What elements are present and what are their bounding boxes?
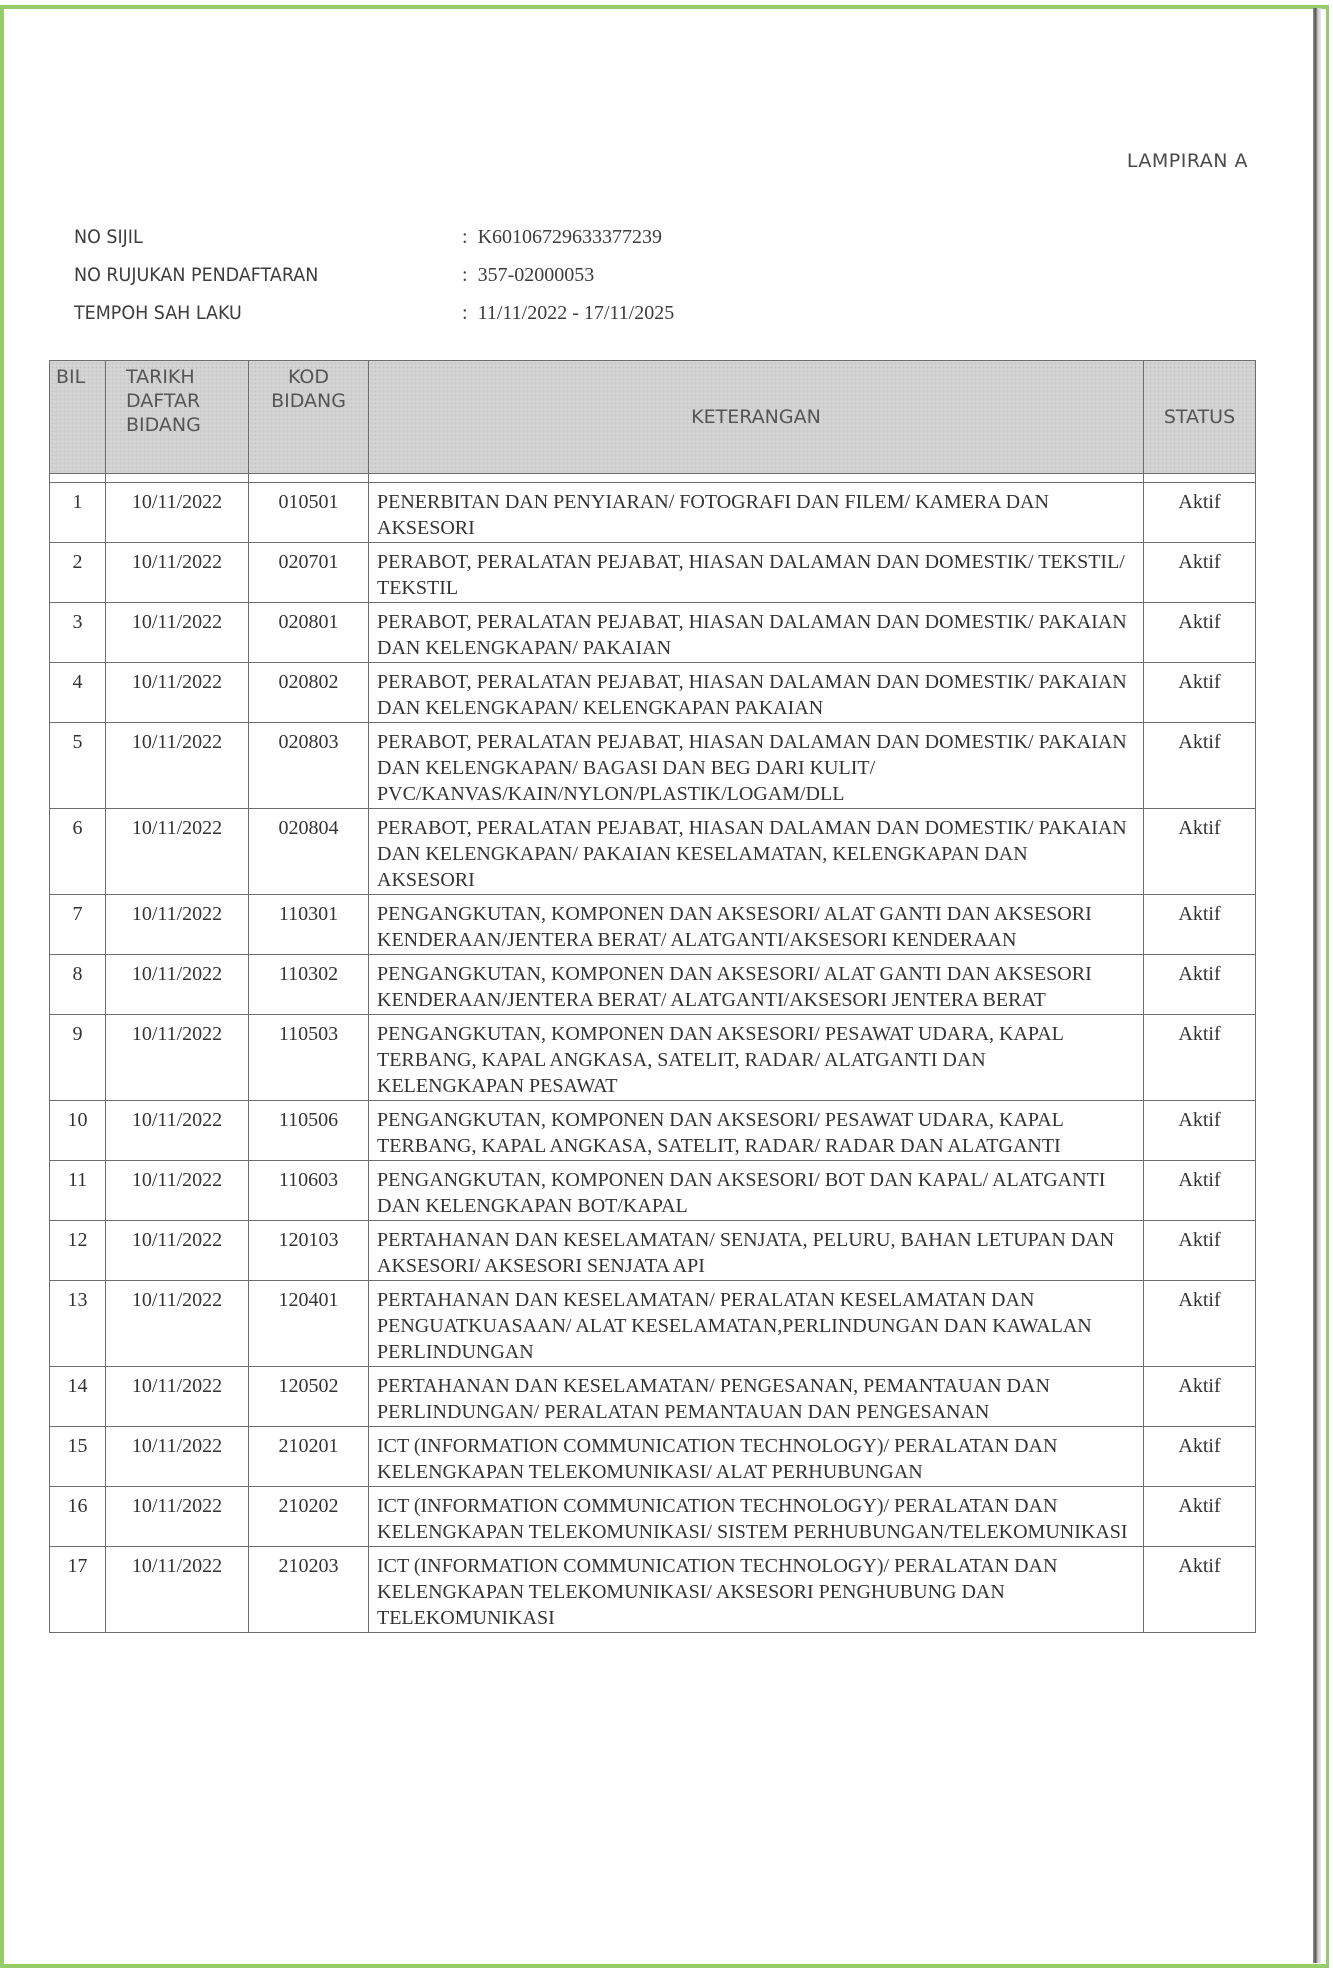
- meta-row-tempoh: [74, 294, 674, 332]
- cell-keterangan: PENGANGKUTAN, KOMPONEN DAN AKSESORI/ ALAT GANTI DAN AKSESORI KENDERAAN/JENTERA BERAT/ ALATGANTI/AKSESORI JENTERA BERAT: [369, 955, 1144, 1015]
- cell-status: Aktif: [1144, 895, 1256, 955]
- cell-status: Aktif: [1144, 1221, 1256, 1281]
- cell-bil: 5: [50, 723, 106, 809]
- cell-status: Aktif: [1144, 543, 1256, 603]
- table-row: [50, 1101, 1256, 1161]
- cell-status: Aktif: [1144, 663, 1256, 723]
- cell-kod: 110603: [249, 1161, 369, 1221]
- meta-value: 11/11/2022 - 17/11/2025: [477, 301, 675, 324]
- cell-keterangan: PENGANGKUTAN, KOMPONEN DAN AKSESORI/ ALAT GANTI DAN AKSESORI KENDERAAN/JENTERA BERAT/ ALATGANTI/AKSESORI KENDERAAN: [369, 895, 1144, 955]
- cell-status: Aktif: [1144, 955, 1256, 1015]
- certificate-details: [74, 218, 674, 332]
- cell-status: Aktif: [1144, 1367, 1256, 1427]
- cell-kod: 210203: [249, 1547, 369, 1633]
- table-row: [50, 723, 1256, 809]
- bidang-table: [49, 360, 1256, 1633]
- table-row: [50, 543, 1256, 603]
- cell-keterangan: PENGANGKUTAN, KOMPONEN DAN AKSESORI/ BOT DAN KAPAL/ ALATGANTI DAN KELENGKAPAN BOT/KAPAL: [369, 1161, 1144, 1221]
- table-row: [50, 603, 1256, 663]
- cell-tarikh: 10/11/2022: [106, 1547, 249, 1633]
- meta-separator: :: [462, 225, 468, 248]
- cell-tarikh: 10/11/2022: [106, 723, 249, 809]
- header-kod: KOD BIDANG: [249, 361, 369, 474]
- cell-kod: 020802: [249, 663, 369, 723]
- cell-keterangan: PERABOT, PERALATAN PEJABAT, HIASAN DALAMAN DAN DOMESTIK/ PAKAIAN DAN KELENGKAPAN/ KELENGKAPAN PAKAIAN: [369, 663, 1144, 723]
- table-row: [50, 1161, 1256, 1221]
- table-row: [50, 483, 1256, 543]
- cell-tarikh: 10/11/2022: [106, 895, 249, 955]
- cell-kod: 020803: [249, 723, 369, 809]
- cell-kod: 020804: [249, 809, 369, 895]
- cell-kod: 210201: [249, 1427, 369, 1487]
- header-keterangan: KETERANGAN: [369, 361, 1144, 474]
- cell-tarikh: 10/11/2022: [106, 1015, 249, 1101]
- cell-status: Aktif: [1144, 1487, 1256, 1547]
- cell-kod: 210202: [249, 1487, 369, 1547]
- cell-tarikh: 10/11/2022: [106, 1161, 249, 1221]
- meta-value: 357-02000053: [477, 263, 595, 286]
- cell-status: Aktif: [1144, 1161, 1256, 1221]
- cell-bil: 12: [50, 1221, 106, 1281]
- cell-status: Aktif: [1144, 809, 1256, 895]
- table-row: [50, 809, 1256, 895]
- cell-kod: 110503: [249, 1015, 369, 1101]
- cell-tarikh: 10/11/2022: [106, 1367, 249, 1427]
- meta-separator: :: [462, 263, 468, 286]
- cell-keterangan: PERABOT, PERALATAN PEJABAT, HIASAN DALAMAN DAN DOMESTIK/ PAKAIAN DAN KELENGKAPAN/ PAKAIAN: [369, 603, 1144, 663]
- table-row: [50, 955, 1256, 1015]
- meta-label: NO SIJIL: [74, 226, 143, 248]
- cell-keterangan: PENGANGKUTAN, KOMPONEN DAN AKSESORI/ PESAWAT UDARA, KAPAL TERBANG, KAPAL ANGKASA, SATELIT, RADAR/ ALATGANTI DAN KELENGKAPAN PESAWAT: [369, 1015, 1144, 1101]
- table-row: [50, 1015, 1256, 1101]
- scan-edge-shadow: [1313, 8, 1321, 1963]
- cell-bil: 1: [50, 483, 106, 543]
- cell-bil: 6: [50, 809, 106, 895]
- header-tarikh: TARIKH DAFTAR BIDANG: [106, 361, 249, 474]
- meta-row-no-sijil: [74, 218, 674, 256]
- cell-keterangan: PERTAHANAN DAN KESELAMATAN/ SENJATA, PELURU, BAHAN LETUPAN DAN AKSESORI/ AKSESORI SENJATA API: [369, 1221, 1144, 1281]
- cell-tarikh: 10/11/2022: [106, 543, 249, 603]
- cell-status: Aktif: [1144, 483, 1256, 543]
- cell-keterangan: PENGANGKUTAN, KOMPONEN DAN AKSESORI/ PESAWAT UDARA, KAPAL TERBANG, KAPAL ANGKASA, SATELIT, RADAR/ RADAR DAN ALATGANTI: [369, 1101, 1144, 1161]
- cell-tarikh: 10/11/2022: [106, 955, 249, 1015]
- cell-tarikh: 10/11/2022: [106, 1281, 249, 1367]
- cell-bil: 7: [50, 895, 106, 955]
- cell-kod: 020801: [249, 603, 369, 663]
- cell-status: Aktif: [1144, 1101, 1256, 1161]
- cell-keterangan: ICT (INFORMATION COMMUNICATION TECHNOLOGY)/ PERALATAN DAN KELENGKAPAN TELEKOMUNIKASI/ AKSESORI PENGHUBUNG DAN TELEKOMUNIKASI: [369, 1547, 1144, 1633]
- cell-status: Aktif: [1144, 1015, 1256, 1101]
- cell-status: Aktif: [1144, 1547, 1256, 1633]
- meta-row-no-rujukan: [74, 256, 674, 294]
- table-row: [50, 1547, 1256, 1633]
- cell-keterangan: ICT (INFORMATION COMMUNICATION TECHNOLOGY)/ PERALATAN DAN KELENGKAPAN TELEKOMUNIKASI/ ALAT PERHUBUNGAN: [369, 1427, 1144, 1487]
- cell-status: Aktif: [1144, 603, 1256, 663]
- cell-kod: 120401: [249, 1281, 369, 1367]
- cell-tarikh: 10/11/2022: [106, 809, 249, 895]
- header-spacer: [50, 474, 1256, 483]
- table-row: [50, 1427, 1256, 1487]
- cell-status: Aktif: [1144, 723, 1256, 809]
- cell-tarikh: 10/11/2022: [106, 1487, 249, 1547]
- cell-status: Aktif: [1144, 1281, 1256, 1367]
- cell-keterangan: PERABOT, PERALATAN PEJABAT, HIASAN DALAMAN DAN DOMESTIK/ PAKAIAN DAN KELENGKAPAN/ PAKAIAN KESELAMATAN, KELENGKAPAN DAN AKSESORI: [369, 809, 1144, 895]
- cell-tarikh: 10/11/2022: [106, 663, 249, 723]
- cell-tarikh: 10/11/2022: [106, 1427, 249, 1487]
- cell-bil: 10: [50, 1101, 106, 1161]
- table-header-row: [50, 361, 1256, 474]
- appendix-title: LAMPIRAN A: [1126, 150, 1248, 172]
- cell-bil: 14: [50, 1367, 106, 1427]
- cell-bil: 11: [50, 1161, 106, 1221]
- cell-bil: 16: [50, 1487, 106, 1547]
- header-bil: BIL: [50, 361, 106, 474]
- cell-keterangan: PERTAHANAN DAN KESELAMATAN/ PERALATAN KESELAMATAN DAN PENGUATKUASAAN/ ALAT KESELAMATAN,PERLINDUNGAN DAN KAWALAN PERLINDUNGAN: [369, 1281, 1144, 1367]
- cell-bil: 17: [50, 1547, 106, 1633]
- cell-bil: 8: [50, 955, 106, 1015]
- cell-tarikh: 10/11/2022: [106, 483, 249, 543]
- header-status: STATUS: [1144, 361, 1256, 474]
- cell-status: Aktif: [1144, 1427, 1256, 1487]
- meta-value: K60106729633377239: [477, 225, 663, 248]
- meta-separator: :: [462, 301, 468, 324]
- cell-tarikh: 10/11/2022: [106, 603, 249, 663]
- cell-kod: 120103: [249, 1221, 369, 1281]
- cell-bil: 13: [50, 1281, 106, 1367]
- cell-keterangan: PENERBITAN DAN PENYIARAN/ FOTOGRAFI DAN FILEM/ KAMERA DAN AKSESORI: [369, 483, 1144, 543]
- table-row: [50, 1487, 1256, 1547]
- cell-bil: 15: [50, 1427, 106, 1487]
- cell-kod: 110506: [249, 1101, 369, 1161]
- table-row: [50, 1367, 1256, 1427]
- cell-keterangan: ICT (INFORMATION COMMUNICATION TECHNOLOGY)/ PERALATAN DAN KELENGKAPAN TELEKOMUNIKASI/ SISTEM PERHUBUNGAN/TELEKOMUNIKASI: [369, 1487, 1144, 1547]
- cell-kod: 120502: [249, 1367, 369, 1427]
- table-row: [50, 1281, 1256, 1367]
- meta-label: NO RUJUKAN PENDAFTARAN: [74, 264, 319, 286]
- cell-kod: 020701: [249, 543, 369, 603]
- cell-tarikh: 10/11/2022: [106, 1221, 249, 1281]
- cell-keterangan: PERABOT, PERALATAN PEJABAT, HIASAN DALAMAN DAN DOMESTIK/ TEKSTIL/ TEKSTIL: [369, 543, 1144, 603]
- cell-bil: 3: [50, 603, 106, 663]
- table-row: [50, 663, 1256, 723]
- cell-keterangan: PERTAHANAN DAN KESELAMATAN/ PENGESANAN, PEMANTAUAN DAN PERLINDUNGAN/ PERALATAN PEMANTAUAN DAN PENGESANAN: [369, 1367, 1144, 1427]
- cell-kod: 110302: [249, 955, 369, 1015]
- cell-tarikh: 10/11/2022: [106, 1101, 249, 1161]
- cell-kod: 010501: [249, 483, 369, 543]
- table-row: [50, 895, 1256, 955]
- cell-kod: 110301: [249, 895, 369, 955]
- cell-keterangan: PERABOT, PERALATAN PEJABAT, HIASAN DALAMAN DAN DOMESTIK/ PAKAIAN DAN KELENGKAPAN/ BAGASI DAN BEG DARI KULIT/ PVC/KANVAS/KAIN/NYLON/PLASTIK/LOGAM/DLL: [369, 723, 1144, 809]
- table-row: [50, 1221, 1256, 1281]
- meta-label: TEMPOH SAH LAKU: [74, 302, 242, 324]
- cell-bil: 2: [50, 543, 106, 603]
- cell-bil: 9: [50, 1015, 106, 1101]
- cell-bil: 4: [50, 663, 106, 723]
